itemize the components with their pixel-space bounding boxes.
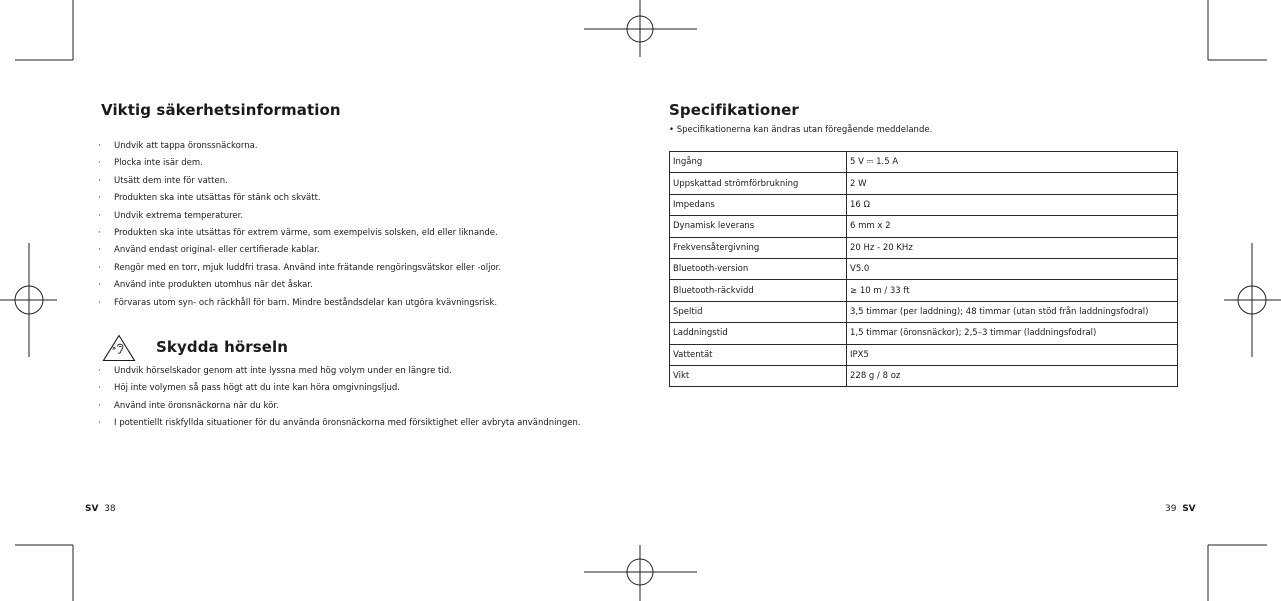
list-item	[98, 190, 501, 207]
table-row	[670, 301, 1178, 322]
bullet-mark: ·	[98, 175, 101, 186]
list-item	[98, 295, 501, 312]
spec-value: V5.0	[847, 258, 1178, 279]
safety-item-text: Använd endast original- eller certifierade kablar.	[114, 245, 320, 256]
bullet-mark: ·	[98, 297, 101, 308]
list-item	[98, 380, 581, 397]
page-number: 39	[1165, 504, 1177, 514]
bullet-mark: ·	[98, 383, 101, 394]
spec-label: Impedans	[670, 194, 847, 215]
language-code: SV	[1182, 504, 1196, 514]
list-item	[98, 225, 501, 242]
spec-value: 2 W	[847, 173, 1178, 194]
spec-label: Bluetooth-version	[670, 258, 847, 279]
list-item	[98, 155, 501, 172]
spec-value: 1,5 timmar (öronsnäckor); 2,5–3 timmar (laddningsfodral)	[847, 323, 1178, 344]
bullet-mark: ·	[98, 210, 101, 221]
spec-label: Speltid	[670, 301, 847, 322]
spec-label: Dynamisk leverans	[670, 216, 847, 237]
list-item	[98, 208, 501, 225]
spec-label: Uppskattad strömförbrukning	[670, 173, 847, 194]
list-item	[98, 173, 501, 190]
table-row	[670, 237, 1178, 258]
hearing-item-text: Använd inte öronsnäckorna när du kör.	[114, 400, 279, 411]
spec-value: 228 g / 8 oz	[847, 365, 1178, 386]
list-item	[98, 415, 581, 432]
specifications-table	[669, 151, 1178, 387]
table-row	[670, 365, 1178, 386]
spec-label: Ingång	[670, 152, 847, 173]
spec-value: 5 V ⎓ 1.5 A	[847, 152, 1178, 173]
spec-value: 20 Hz - 20 KHz	[847, 237, 1178, 258]
safety-item-text: Plocka inte isär dem.	[114, 158, 203, 169]
page-footer-right	[1165, 504, 1196, 514]
spec-value: IPX5	[847, 344, 1178, 365]
list-item	[98, 277, 501, 294]
bullet-mark: ·	[98, 193, 101, 204]
spec-label: Vikt	[670, 365, 847, 386]
safety-item-text: Undvik att tappa öronssnäckorna.	[114, 141, 258, 151]
specifications-note: • Specifikationerna kan ändras utan föregående meddelande.	[669, 125, 933, 135]
table-row	[670, 258, 1178, 279]
hearing-heading: Skydda hörseln	[156, 338, 289, 356]
specifications-heading: Specifikationer	[669, 101, 799, 119]
safety-item-text: Använd inte produkten utomhus när det åskar.	[114, 280, 313, 291]
spec-label: Laddningstid	[670, 323, 847, 344]
spec-label: Bluetooth-räckvidd	[670, 280, 847, 301]
hearing-list	[98, 363, 581, 433]
table-row	[670, 323, 1178, 344]
bullet-mark: ·	[98, 280, 101, 291]
spec-value: ≥ 10 m / 33 ft	[847, 280, 1178, 301]
list-item	[98, 242, 501, 259]
list-item	[98, 363, 581, 380]
spec-label: Vattentät	[670, 344, 847, 365]
safety-item-text: Förvaras utom syn- och räckhåll för barn. Mindre beståndsdelar kan utgöra kvävningsrisk.	[114, 297, 498, 308]
spec-label: Frekvensåtergivning	[670, 237, 847, 258]
safety-list	[98, 138, 501, 312]
right-page	[640, 0, 1281, 601]
bullet-mark: ·	[98, 366, 101, 376]
bullet-mark: ·	[98, 400, 101, 411]
bullet-mark: ·	[98, 418, 101, 429]
spec-value: 6 mm x 2	[847, 216, 1178, 237]
bullet-mark: ·	[98, 158, 101, 169]
spec-value: 16 Ω	[847, 194, 1178, 215]
table-row	[670, 280, 1178, 301]
table-row	[670, 344, 1178, 365]
list-item	[98, 138, 501, 155]
table-row	[670, 152, 1178, 173]
safety-item-text: Produkten ska inte utsättas för stänk och skvätt.	[114, 193, 321, 204]
hearing-item-text: I potentiellt riskfyllda situationer för du använda öronsnäckorna med försiktighet eller avbryta användningen.	[114, 418, 581, 429]
list-item	[98, 398, 581, 415]
safety-item-text: Undvik extrema temperaturer.	[114, 210, 244, 221]
safety-item-text: Produkten ska inte utsättas för extrem värme, som exempelvis solsken, eld eller liknande.	[114, 227, 498, 238]
list-item	[98, 260, 501, 277]
page-number: 38	[104, 504, 116, 514]
table-row	[670, 216, 1178, 237]
safety-item-text: Utsätt dem inte för vatten.	[114, 175, 228, 186]
hearing-item-text: Höj inte volymen så pass högt att du inte kan höra omgivningsljud.	[114, 383, 400, 394]
ear-warning-icon	[102, 334, 136, 362]
bullet-mark: ·	[98, 141, 101, 151]
hearing-item-text: Undvik hörselskador genom att inte lyssna med hög volym under en längre tid.	[114, 366, 452, 376]
safety-item-text: Rengör med en torr, mjuk luddfri trasa. Använd inte frätande rengöringsvätskor eller -oljor.	[114, 262, 502, 273]
table-row	[670, 173, 1178, 194]
bullet-mark: ·	[98, 245, 101, 256]
page-footer-left	[85, 504, 116, 514]
bullet-mark: ·	[98, 227, 101, 238]
bullet-mark: ·	[98, 262, 101, 273]
language-code: SV	[85, 504, 99, 514]
safety-heading: Viktig säkerhetsinformation	[101, 101, 341, 119]
spec-value: 3,5 timmar (per laddning); 48 timmar (utan stöd från laddningsfodral)	[847, 301, 1178, 322]
left-page	[0, 0, 640, 601]
table-row	[670, 194, 1178, 215]
